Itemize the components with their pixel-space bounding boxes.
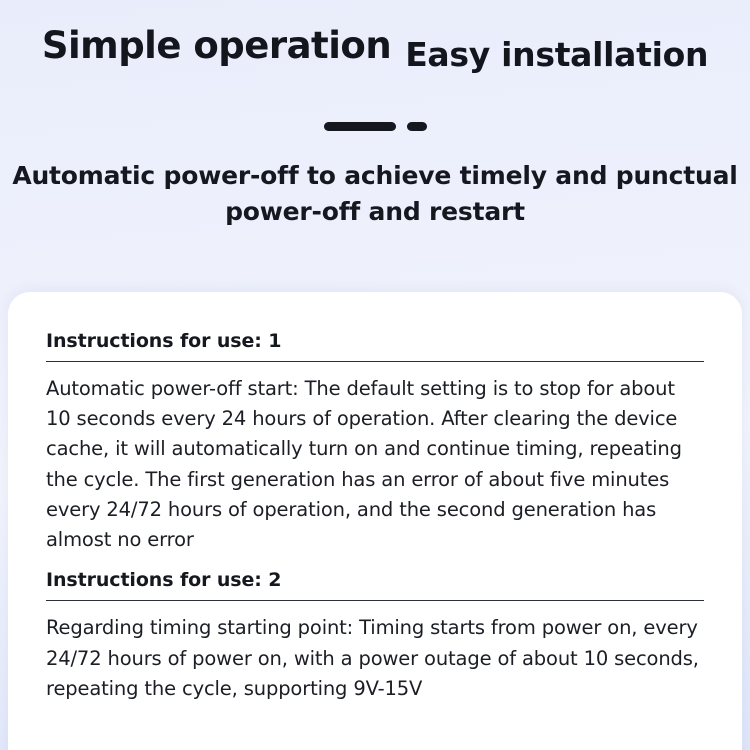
- dash-short-icon: [407, 122, 427, 131]
- instructions-card-inner: [8, 292, 742, 704]
- section-title-2: Instructions for use: 2: [46, 569, 282, 592]
- dash-long-icon: [324, 122, 396, 131]
- instructions-card: [8, 292, 742, 750]
- section-body-1: Automatic power-off start: The default setting is to stop for about 10 seconds every 24 hours of operation. After clearing the device cache, it will automatically turn on and continue timing, repeating the cycle. The first generation has an error of about five minutes every 24/72 hours of operation, and the second generation has almost no error: [46, 377, 682, 552]
- section-gap: [46, 555, 704, 569]
- section-title-1: Instructions for use: 1: [46, 330, 282, 352]
- subheading: Automatic power-off to achieve timely and punctual power-off and restart: [12, 161, 738, 226]
- section-body-2: Regarding timing starting point: Timing starts from power on, every 24/72 hours of power on, with a power outage of about 10 seconds, repeating the cycle, supporting 9V-15V: [46, 616, 699, 700]
- headline-row: [0, 24, 750, 74]
- instructions-section-2: [46, 569, 704, 704]
- instructions-section-1: [46, 330, 704, 555]
- headline-simple-operation: Simple operation: [41, 24, 392, 67]
- headline-easy-installation: Easy installation: [405, 35, 709, 74]
- dash-divider: [0, 122, 750, 131]
